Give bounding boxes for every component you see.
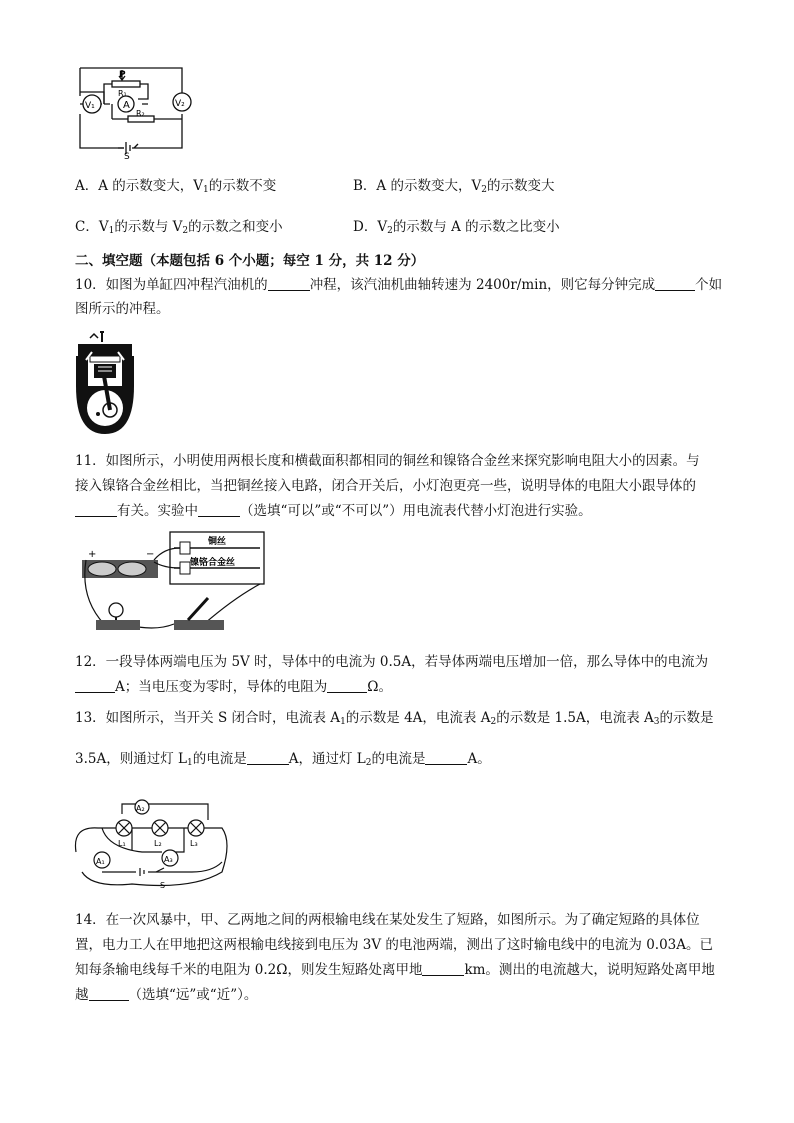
q13-l2-s2: 2 [365, 758, 372, 768]
q13-l1-p1: 13．如图所示，当开关 S 闭合时，电流表 A [75, 710, 341, 726]
q14-line3b: km。测出的电流越大，说明短路处离甲地 [464, 962, 715, 978]
switch-base [174, 620, 224, 630]
q11-blank-1 [75, 502, 117, 517]
q9-option-d-p2: 的示数与 A 的示数之比变小 [392, 219, 560, 235]
q13-l1-s3: 3 [653, 717, 660, 727]
bulb-icon [109, 603, 123, 617]
q14-blank-2 [89, 986, 129, 1001]
q11-blank-2 [198, 502, 240, 517]
resistance-experiment-diagram [74, 528, 270, 640]
q14-line2: 置，电力工人在甲地把这两根输电线接到电压为 3V 的电池两端，测出了这时输电线中的电流为 0.03A。已 [75, 937, 714, 953]
q11-experiment-figure [74, 528, 270, 640]
q13-l1-p2: 的示数是 4A，电流表 A [345, 710, 491, 726]
q14-line1: 14．在一次风暴中，甲、乙两地之间的两根输电线在某处发生了短路，如图所示。为了确定短路的具体位 [75, 912, 700, 928]
parallel-lamps-circuit [72, 792, 232, 892]
fig-label-a: A [123, 100, 130, 111]
q9-option-b-suffix: 的示数变大 [486, 178, 555, 194]
battery-1 [88, 562, 116, 576]
q13-l2-p1: 3.5A，则通过灯 L [75, 751, 187, 767]
q10-blank-1 [268, 276, 310, 291]
q11-line2: 接入镍铬合金丝相比，当把铜丝接入电路，闭合开关后，小灯泡更亮一些，说明导体的电阻大小跟导体的 [75, 478, 696, 494]
q13-l2-p4: 的电流是 [371, 751, 426, 767]
q14-line4a: 越 [75, 987, 89, 1003]
q10-line1 [75, 275, 722, 295]
q13-l1-s1: 1 [340, 717, 346, 727]
q13-l1-s2: 2 [490, 717, 497, 727]
q11-line3b: （选填“可以”或“不可以”）用电流表代替小灯泡进行实验。 [240, 503, 592, 519]
fig-label-l2: L₂ [154, 839, 162, 848]
bulb-base [96, 620, 140, 630]
q12-line2 [75, 677, 392, 697]
q9-option-a-prefix: A．A 的示数变大，V [75, 178, 204, 194]
q13-l1-p3: 的示数是 1.5A，电流表 A [496, 710, 654, 726]
q13-l2-p2: 的电流是 [192, 751, 247, 767]
q9-option-c-p1: C．V [75, 219, 109, 235]
q9-option-b-prefix: B．A 的示数变大，V [353, 178, 482, 194]
q9-circuit-diagram [72, 64, 192, 159]
section2-heading: 二、填空题（本题包括 6 个小题；每空 1 分，共 12 分） [75, 253, 425, 269]
q11-line3 [75, 501, 592, 521]
q10-line1b: 冲程，该汽油机曲轴转速为 2400r/min，则它每分钟完成 [309, 277, 656, 293]
q11-line1: 11．如图所示，小明使用两根长度和横截面积都相同的铜丝和镍铬合金丝来探究影响电阻大小的因素。与 [75, 453, 700, 469]
q9-option-a-sub: 1 [203, 185, 209, 195]
q9-option-a-suffix: 的示数不变 [208, 178, 277, 194]
copper-wire-label: 铜丝 [208, 537, 227, 547]
q13-circuit-figure [72, 792, 232, 892]
q9-option-c-sub1: 1 [108, 226, 115, 236]
q9-option-a [75, 176, 276, 200]
fig-label-a2: A₂ [136, 804, 145, 813]
q13-l1-p4: 的示数是 [659, 710, 714, 726]
fig-label-s: S [124, 152, 130, 159]
battery-2 [118, 562, 146, 576]
q14-line3 [75, 960, 715, 980]
q10-line2: 图所示的冲程。 [75, 301, 170, 317]
q13-line1 [75, 708, 714, 732]
q11-line3a: 有关。实验中 [117, 503, 198, 519]
q13-l2-p3: A，通过灯 L [288, 751, 366, 767]
q13-l2-p5: A。 [467, 751, 491, 767]
q13-blank-2 [425, 750, 467, 765]
q10-engine-figure [74, 330, 136, 436]
q9-option-b-sub: 2 [481, 185, 487, 195]
q9-option-c-p3: 的示数之和变小 [188, 219, 283, 235]
q9-option-c [75, 217, 283, 241]
q12-line2b: Ω。 [367, 679, 392, 695]
q9-option-d-sub1: 2 [387, 226, 393, 236]
q13-line2 [75, 749, 491, 773]
engine-cylinder-diagram [74, 330, 136, 436]
q12-blank-1 [75, 678, 115, 693]
q12-blank-2 [327, 678, 367, 693]
q9-option-d [353, 217, 560, 241]
q9-option-b [353, 176, 554, 200]
q12-line1: 12．一段导体两端电压为 5V 时，导体中的电流为 0.5A，若导体两端电压增加一倍，那么导体中的电流为 [75, 654, 709, 670]
q12-line2a: A；当电压变为零时，导体的电阻为 [115, 679, 328, 695]
fig-label-a3: A₃ [164, 855, 173, 864]
q9-option-c-p2: 的示数与 V [114, 219, 183, 235]
battery-minus-label: − [146, 549, 155, 560]
switch-lever [188, 598, 208, 620]
fig-label-a1: A₁ [96, 857, 105, 866]
fig-label-v2: V₂ [175, 99, 185, 109]
nichrome-wire-label: 镍铬合金丝 [190, 558, 236, 568]
fig-label-s: S [160, 881, 166, 890]
fig-label-l3: L₃ [190, 839, 198, 848]
battery-plus-label: + [88, 549, 97, 560]
q14-line4 [75, 985, 257, 1005]
q14-line3a: 知每条输电线每千米的电阻为 0.2Ω，则发生短路处离甲地 [75, 962, 423, 978]
fig-label-v1: V₁ [85, 101, 95, 111]
q10-line1a: 10．如图为单缸四冲程汽油机的 [75, 277, 268, 293]
fig-label-l1: L₁ [118, 839, 126, 848]
q9-option-d-p1: D．V [353, 219, 388, 235]
q14-line4b: （选填“远”或“近”）。 [128, 987, 258, 1003]
q14-blank-1 [422, 961, 464, 976]
fig-label-p: P [119, 70, 126, 80]
q13-blank-1 [247, 750, 289, 765]
q10-line1c: 个如 [695, 277, 723, 293]
fig-label-r1: R₁ [118, 89, 127, 98]
fig-label-r2: R₂ [136, 109, 145, 118]
q9-circuit-figure [72, 64, 192, 159]
q9-option-c-sub2: 2 [182, 226, 189, 236]
q10-blank-2 [655, 276, 695, 291]
q13-l2-s1: 1 [186, 758, 193, 768]
